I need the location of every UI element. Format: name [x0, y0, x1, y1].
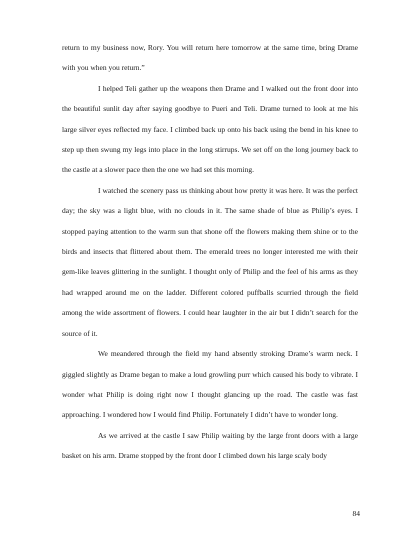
paragraph-5: As we arrived at the castle I saw Philip waiting by the large front doors with a large basket on his arm. Drame stopped by the front door I climbed down his large scaly body — [62, 430, 358, 461]
page-number: 84 — [352, 509, 360, 518]
body-text — [62, 38, 358, 467]
paragraph-4: We meandered through the field my hand absently stroking Drame’s warm neck. I giggled slightly as Drame began to make a loud growling purr which caused his body to vibrate. I wonder what Philip is doing right now I thought glancing up the road. The castle was fast approaching. I wondered how I would find Philip. Fortunately I didn’t have to wonder long. — [62, 349, 358, 420]
paragraph-1: return to my business now, Rory. You will return here tomorrow at the same time, bring Drame with you when you return.” — [62, 43, 358, 73]
paragraph-2: I helped Teli gather up the weapons then Drame and I walked out the front door into the beautiful sunlit day after saying goodbye to Pueri and Teli. Drame turned to look at me his large silver eyes reflected my face. I climbed back up onto his back using the bend in his knee to step up then swung my legs into place in the long stirrups. We set off on the long journey back to the castle at a slower pace then the one we had set this morning. — [62, 83, 358, 175]
paragraph-3: I watched the scenery pass us thinking about how pretty it was here. It was the perfect day; the sky was a light blue, with no clouds in it. The same shade of blue as Philip’s eyes. I stopped paying attention to the warm sun that shone off the flowers making them shine or to the birds and insects that flittered about them. The emerald trees no longer interested me with their gem-like leaves glittering in the sunlight. I thought only of Philip and the feel of his arms as they had wrapped around me on the ladder. Different colored puffballs scurried through the field among the wide assortment of flowers. I could hear laughter in the air but I didn’t search for the source of it. — [62, 185, 358, 338]
